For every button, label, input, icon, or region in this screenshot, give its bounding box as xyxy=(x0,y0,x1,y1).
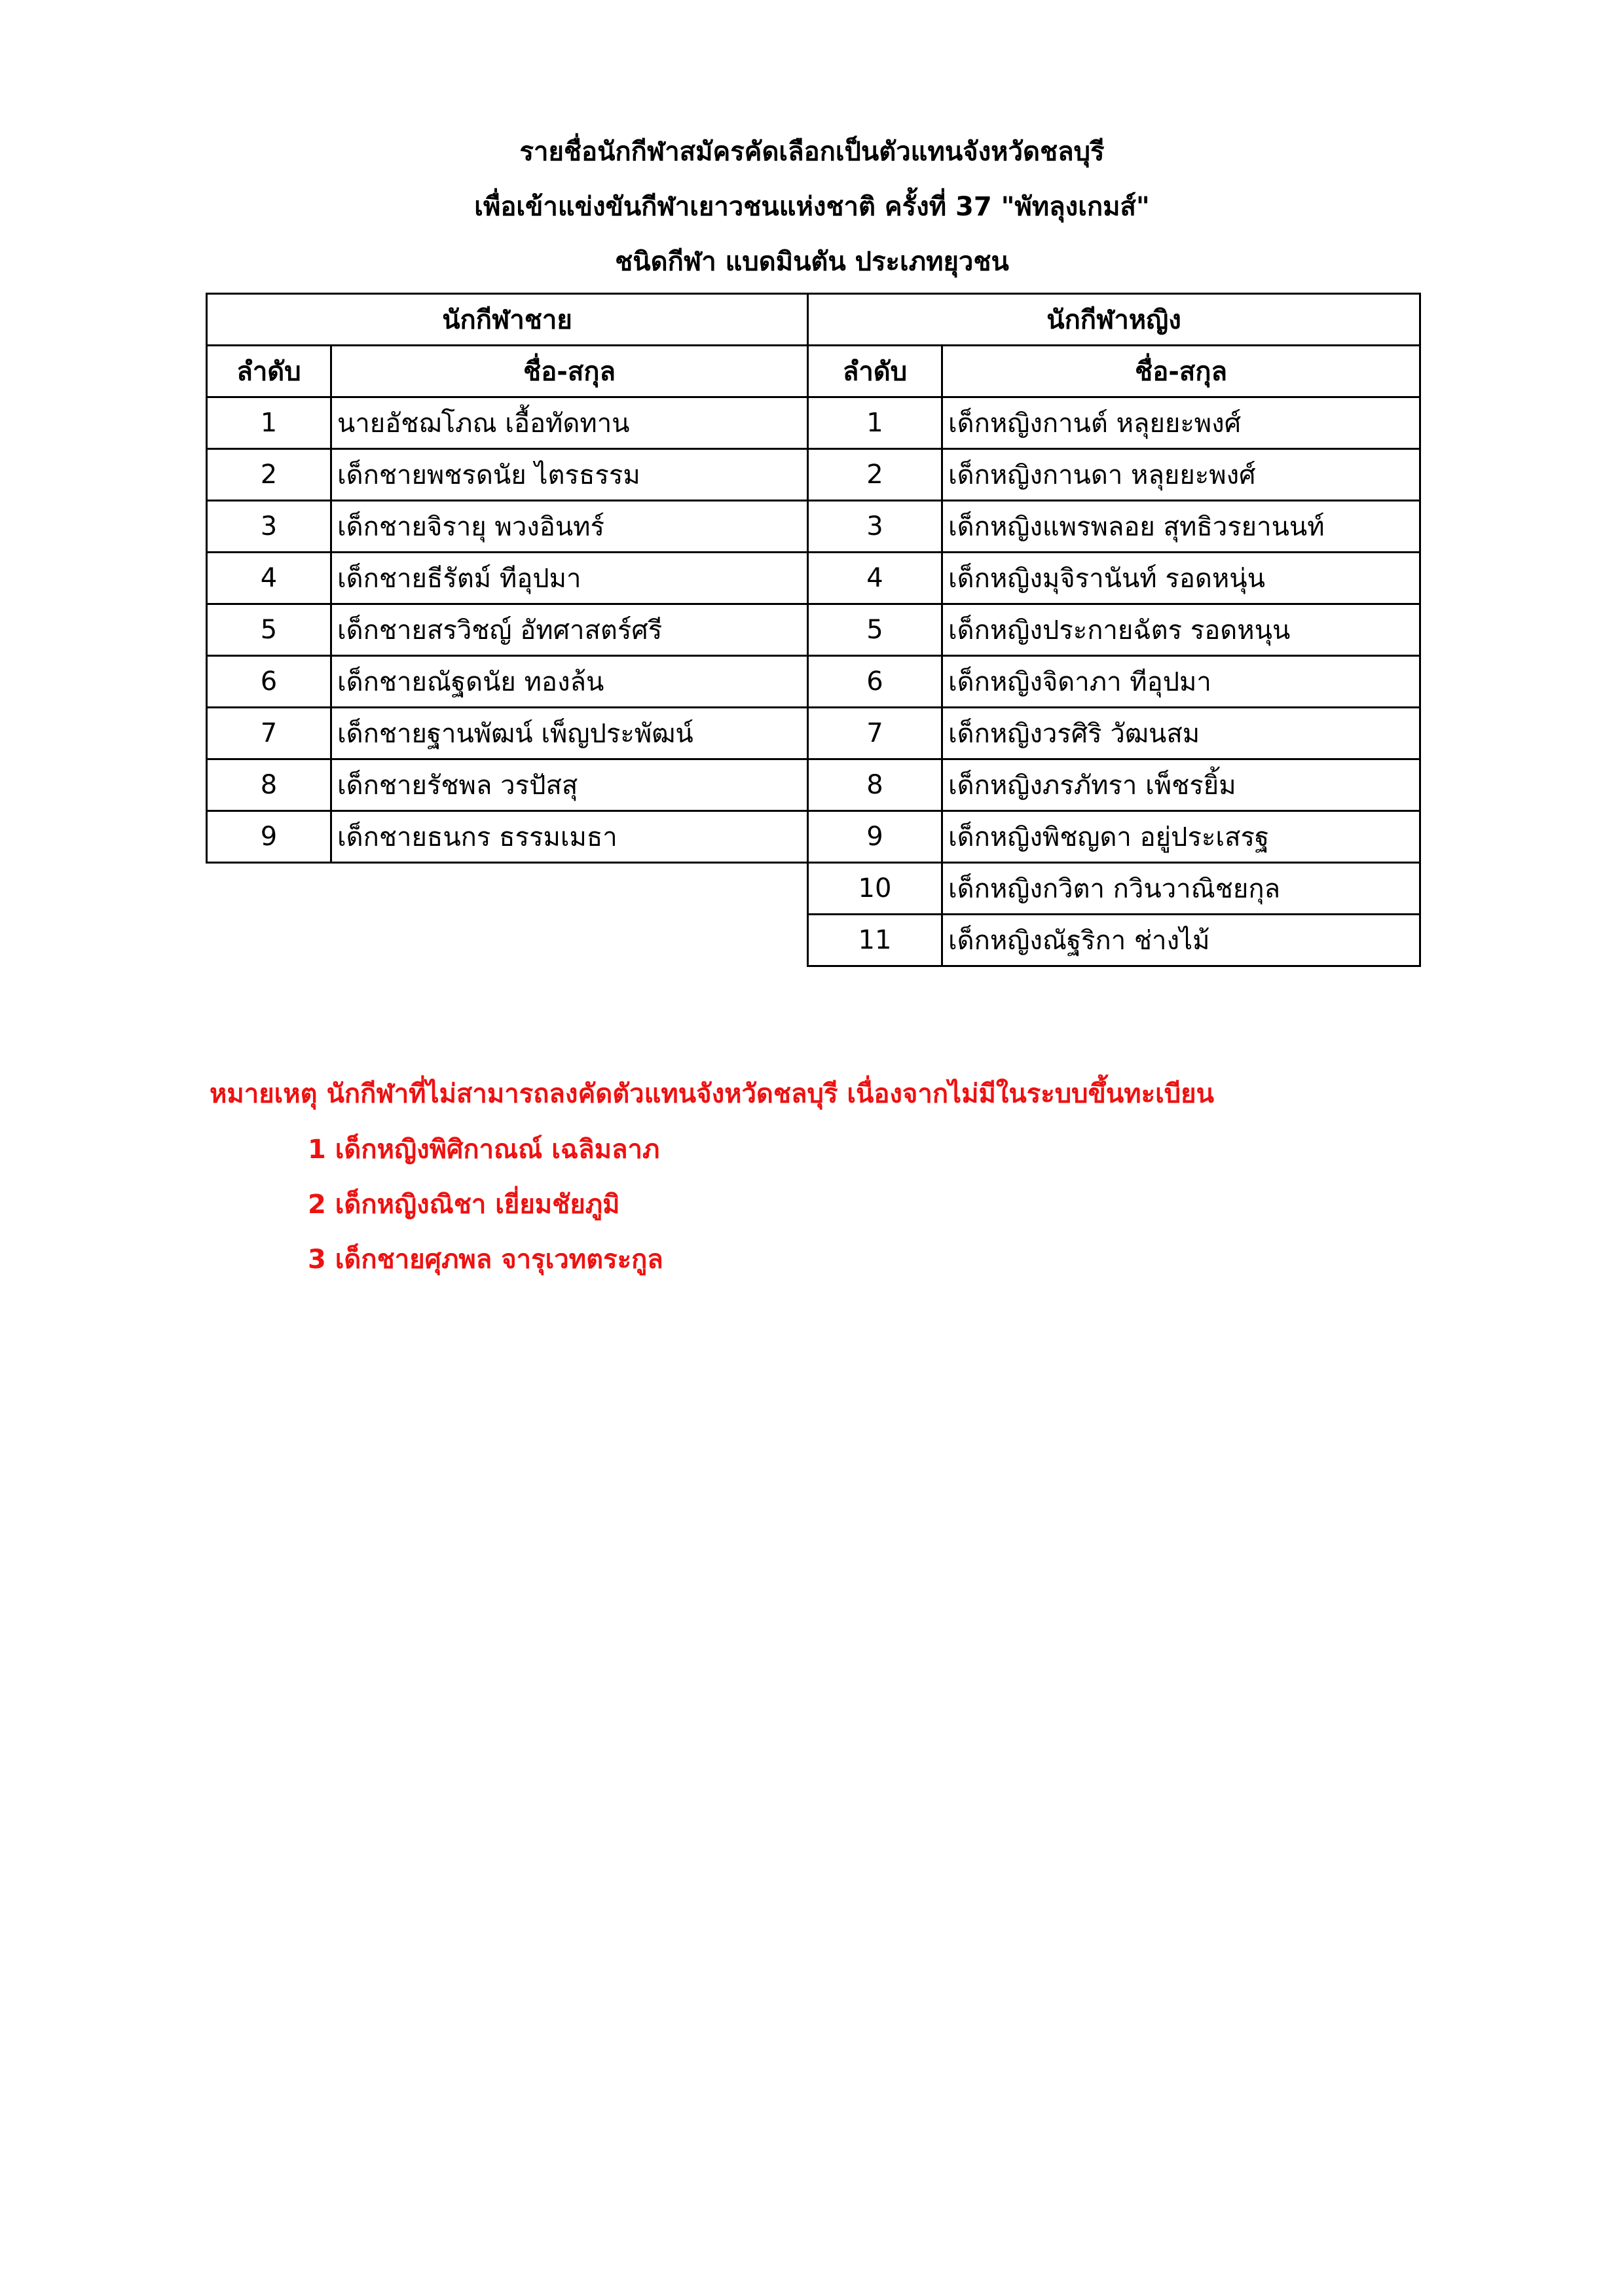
athlete-name: เด็กหญิงกวิตา กวินวาณิชยกุล xyxy=(942,863,1420,915)
table-row xyxy=(808,397,1420,449)
table-row xyxy=(808,811,1420,863)
row-number: 6 xyxy=(207,656,331,708)
athlete-name: เด็กชายณัฐดนัย ทองล้น xyxy=(331,656,808,708)
table-row xyxy=(207,708,808,759)
girls-table-body xyxy=(808,397,1420,966)
athlete-name: เด็กหญิงณัฐริกา ช่างไม้ xyxy=(942,915,1420,966)
table-row xyxy=(207,501,808,553)
athlete-name: นายอัชฌโภณ เอื้อทัดทาน xyxy=(331,397,808,449)
remark-item: 3 เด็กชายศุภพล จารุเวทตระกูล xyxy=(308,1245,663,1275)
athlete-name: เด็กหญิงจิดาภา ทีอุปมา xyxy=(942,656,1420,708)
row-number: 3 xyxy=(207,501,331,553)
athlete-name: เด็กชายรัชพล วรปัสสุ xyxy=(331,759,808,811)
girls-col-name-header: ชื่อ-สกุล xyxy=(942,346,1420,397)
table-row xyxy=(808,449,1420,501)
table-row xyxy=(808,553,1420,604)
row-number: 8 xyxy=(207,759,331,811)
row-number: 4 xyxy=(207,553,331,604)
row-number: 2 xyxy=(808,449,942,501)
row-number: 9 xyxy=(808,811,942,863)
row-number: 7 xyxy=(808,708,942,759)
row-number: 8 xyxy=(808,759,942,811)
boys-roster-table xyxy=(206,293,809,864)
table-row xyxy=(207,811,808,863)
table-row xyxy=(808,915,1420,966)
athlete-name: เด็กหญิงวรศิริ วัฒนสม xyxy=(942,708,1420,759)
row-number: 5 xyxy=(808,604,942,656)
athlete-name: เด็กชายจิรายุ พวงอินทร์ xyxy=(331,501,808,553)
sport-category-line: ชนิดกีฬา แบดมินตัน ประเภทยุวชน xyxy=(615,247,1009,277)
table-row xyxy=(808,604,1420,656)
boys-table-heading: นักกีฬาชาย xyxy=(207,294,808,346)
remark-section xyxy=(210,1066,1214,1287)
athlete-name: เด็กหญิงประกายฉัตร รอดหนุน xyxy=(942,604,1420,656)
remark-title: หมายเหตุ นักกีฬาที่ไม่สามารถลงคัดตัวแทนจังหวัดชลบุรี เนื่องจากไม่มีในระบบขึ้นทะเบียน xyxy=(210,1079,1214,1109)
athlete-name: เด็กหญิงแพรพลอย สุทธิวรยานนท์ xyxy=(942,501,1420,553)
boys-col-name-header: ชื่อ-สกุล xyxy=(331,346,808,397)
row-number: 1 xyxy=(808,397,942,449)
girls-col-number-header: ลำดับ xyxy=(808,346,942,397)
boys-col-number-header: ลำดับ xyxy=(207,346,331,397)
athlete-name: เด็กชายสรวิชญ์ อัทศาสตร์ศรี xyxy=(331,604,808,656)
girls-roster-table xyxy=(807,293,1421,967)
row-number: 5 xyxy=(207,604,331,656)
table-row xyxy=(808,501,1420,553)
athlete-name: เด็กหญิงกานต์ หลุยยะพงศ์ xyxy=(942,397,1420,449)
boys-table-body xyxy=(207,397,808,863)
table-row xyxy=(207,553,808,604)
row-number: 10 xyxy=(808,863,942,915)
athlete-name: เด็กหญิงพิชญดา อยู่ประเสรฐ xyxy=(942,811,1420,863)
row-number: 6 xyxy=(808,656,942,708)
girls-table-heading: นักกีฬาหญิง xyxy=(808,294,1420,346)
table-row xyxy=(808,708,1420,759)
row-number: 1 xyxy=(207,397,331,449)
table-row xyxy=(808,863,1420,915)
remark-item: 2 เด็กหญิงณิชา เยี่ยมชัยภูมิ xyxy=(308,1190,620,1220)
row-number: 9 xyxy=(207,811,331,863)
athlete-name: เด็กชายพชรดนัย ไตรธรรม xyxy=(331,449,808,501)
athlete-name: เด็กหญิงกานดา หลุยยะพงศ์ xyxy=(942,449,1420,501)
row-number: 4 xyxy=(808,553,942,604)
table-row xyxy=(808,759,1420,811)
row-number: 7 xyxy=(207,708,331,759)
athlete-name: เด็กหญิงภรภัทรา เพ็ชรยิ้ม xyxy=(942,759,1420,811)
table-row xyxy=(207,449,808,501)
remark-item: 1 เด็กหญิงพิศิกาณณ์ เฉลิมลาภ xyxy=(308,1135,660,1165)
athlete-name: เด็กชายธีรัตม์ ทีอุปมา xyxy=(331,553,808,604)
athlete-name: เด็กชายธนกร ธรรมเมธา xyxy=(331,811,808,863)
row-number: 3 xyxy=(808,501,942,553)
athlete-name: เด็กชายฐานพัฒน์ เพ็ญประพัฒน์ xyxy=(331,708,808,759)
table-row xyxy=(207,656,808,708)
competition-subtitle: เพื่อเข้าแข่งขันกีฬาเยาวชนแห่งชาติ ครั้งที่ 37 "พัทลุงเกมส์" xyxy=(474,192,1150,222)
table-row xyxy=(207,397,808,449)
row-number: 2 xyxy=(207,449,331,501)
table-row xyxy=(808,656,1420,708)
athlete-name: เด็กหญิงมุจิรานันท์ รอดหนุ่น xyxy=(942,553,1420,604)
row-number: 11 xyxy=(808,915,942,966)
document-header xyxy=(0,124,1624,289)
table-row xyxy=(207,759,808,811)
document-title: รายชื่อนักกีฬาสมัครคัดเลือกเป็นตัวแทนจังหวัดชลบุรี xyxy=(519,137,1105,167)
table-row xyxy=(207,604,808,656)
